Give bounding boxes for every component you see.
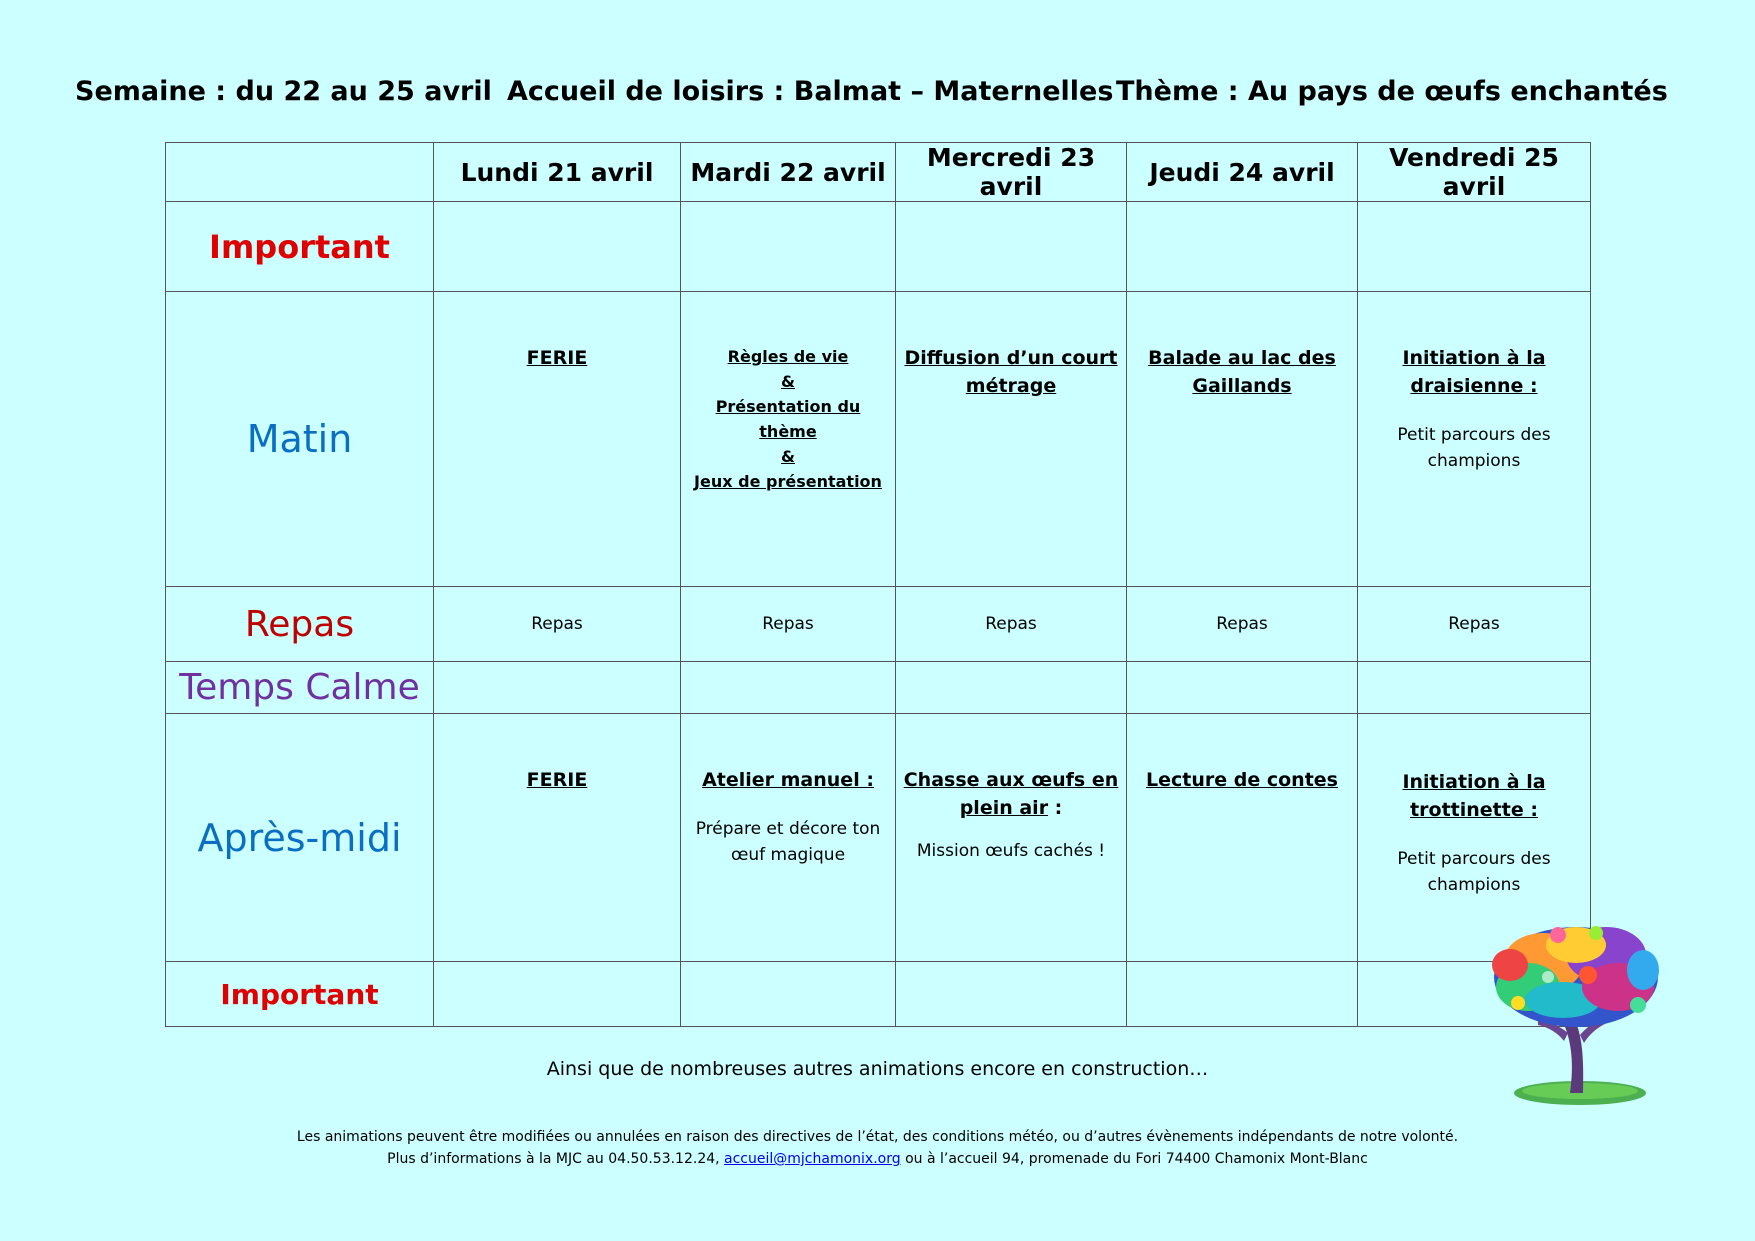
- repas-monday: Repas: [434, 587, 681, 662]
- cell: [434, 662, 681, 714]
- activity-title: Initiation à la trottinette :: [1402, 771, 1546, 821]
- activity-title: Balade au lac des Gaillands: [1148, 347, 1336, 397]
- days-header-row: [166, 143, 1591, 202]
- matin-monday: [434, 292, 681, 587]
- email-link[interactable]: accueil@mjchamonix.org: [724, 1151, 901, 1167]
- activity-line: Jeux de présentation: [694, 472, 882, 491]
- important-bottom-row: [166, 962, 1591, 1027]
- schedule-table: [165, 142, 1591, 1027]
- cell: [1358, 662, 1591, 714]
- row-label-temps-calme: Temps Calme: [166, 662, 434, 714]
- row-label-matin: Matin: [166, 292, 434, 587]
- row-label-important-bottom: Important: [166, 962, 434, 1027]
- matin-friday: [1358, 292, 1591, 587]
- temps-calme-row: [166, 662, 1591, 714]
- activity-line: Présentation du thème: [715, 397, 861, 441]
- cell: [1127, 962, 1358, 1027]
- day-header-friday: Vendredi 25 avril: [1358, 143, 1591, 202]
- theme-title: Thème : Au pays de œufs enchantés: [1116, 76, 1668, 107]
- day-header-wednesday: Mercredi 23 avril: [896, 143, 1127, 202]
- matin-wednesday: [896, 292, 1127, 587]
- footer-disclaimer: Les animations peuvent être modifiées ou annulées en raison des directives de l’état, des conditions météo, ou d’autres évènements indépendants de notre volonté.: [296, 1129, 1459, 1145]
- row-label-apres-midi: Après-midi: [166, 714, 434, 962]
- activity-description: Mission œufs cachés !: [916, 841, 1106, 861]
- footer-disclaimer-block: [0, 1126, 1755, 1170]
- repas-tuesday: Repas: [681, 587, 896, 662]
- activity-line: &: [781, 372, 795, 391]
- apres-tuesday: [681, 714, 896, 962]
- activity-title-wrap: [902, 766, 1120, 822]
- activity-title: Initiation à la draisienne :: [1402, 347, 1546, 397]
- cell: [681, 662, 896, 714]
- cell: [896, 962, 1127, 1027]
- activity-line: &: [781, 447, 795, 466]
- matin-row: [166, 292, 1591, 587]
- apres-midi-row: [166, 714, 1591, 962]
- matin-tuesday: [681, 292, 896, 587]
- activity-description: Petit parcours des champions: [1397, 849, 1551, 895]
- day-header-tuesday: Mardi 22 avril: [681, 143, 896, 202]
- tree-illustration: [1488, 915, 1663, 1110]
- row-label-important-top: Important: [166, 202, 434, 292]
- contact-suffix: ou à l’accueil 94, promenade du Fori 74400 Chamonix Mont-Blanc: [900, 1151, 1368, 1167]
- repas-wednesday: Repas: [896, 587, 1127, 662]
- cell: [434, 202, 681, 292]
- repas-thursday: Repas: [1127, 587, 1358, 662]
- corner-cell: [166, 143, 434, 202]
- day-header-thursday: Jeudi 24 avril: [1127, 143, 1358, 202]
- matin-thursday: [1127, 292, 1358, 587]
- activity-line: Règles de vie: [727, 347, 849, 366]
- week-title: Semaine : du 22 au 25 avril: [75, 76, 492, 107]
- cell: [681, 202, 896, 292]
- activity-title-colon: :: [1048, 797, 1063, 819]
- cell: [434, 962, 681, 1027]
- apres-monday: [434, 714, 681, 962]
- cell: [1358, 202, 1591, 292]
- cell: [1127, 202, 1358, 292]
- row-label-repas: Repas: [166, 587, 434, 662]
- apres-wednesday: [896, 714, 1127, 962]
- repas-friday: Repas: [1358, 587, 1591, 662]
- repas-row: [166, 587, 1591, 662]
- cell: [896, 662, 1127, 714]
- apres-thursday: [1127, 714, 1358, 962]
- cell: [1127, 662, 1358, 714]
- activity-description: Prépare et décore ton œuf magique: [695, 819, 881, 865]
- activity-title: FERIE: [526, 347, 588, 369]
- footer-note: Ainsi que de nombreuses autres animations encore en construction…: [546, 1058, 1209, 1080]
- day-header-monday: Lundi 21 avril: [434, 143, 681, 202]
- contact-prefix: Plus d’informations à la MJC au 04.50.53.12.24,: [387, 1151, 725, 1167]
- activity-title: FERIE: [526, 769, 588, 791]
- activity-description: Petit parcours des champions: [1397, 425, 1551, 471]
- activity-title: Lecture de contes: [1146, 769, 1338, 791]
- center-title: Accueil de loisirs : Balmat – Maternelles: [507, 76, 1114, 107]
- important-top-row: [166, 202, 1591, 292]
- activity-title: Diffusion d’un court métrage: [904, 347, 1118, 397]
- cell: [681, 962, 896, 1027]
- footer-contact: [0, 1148, 1755, 1170]
- activity-title: Chasse aux œufs en plein air: [903, 769, 1119, 819]
- cell: [896, 202, 1127, 292]
- page-header: [0, 76, 1755, 116]
- activity-title: Atelier manuel :: [702, 769, 874, 791]
